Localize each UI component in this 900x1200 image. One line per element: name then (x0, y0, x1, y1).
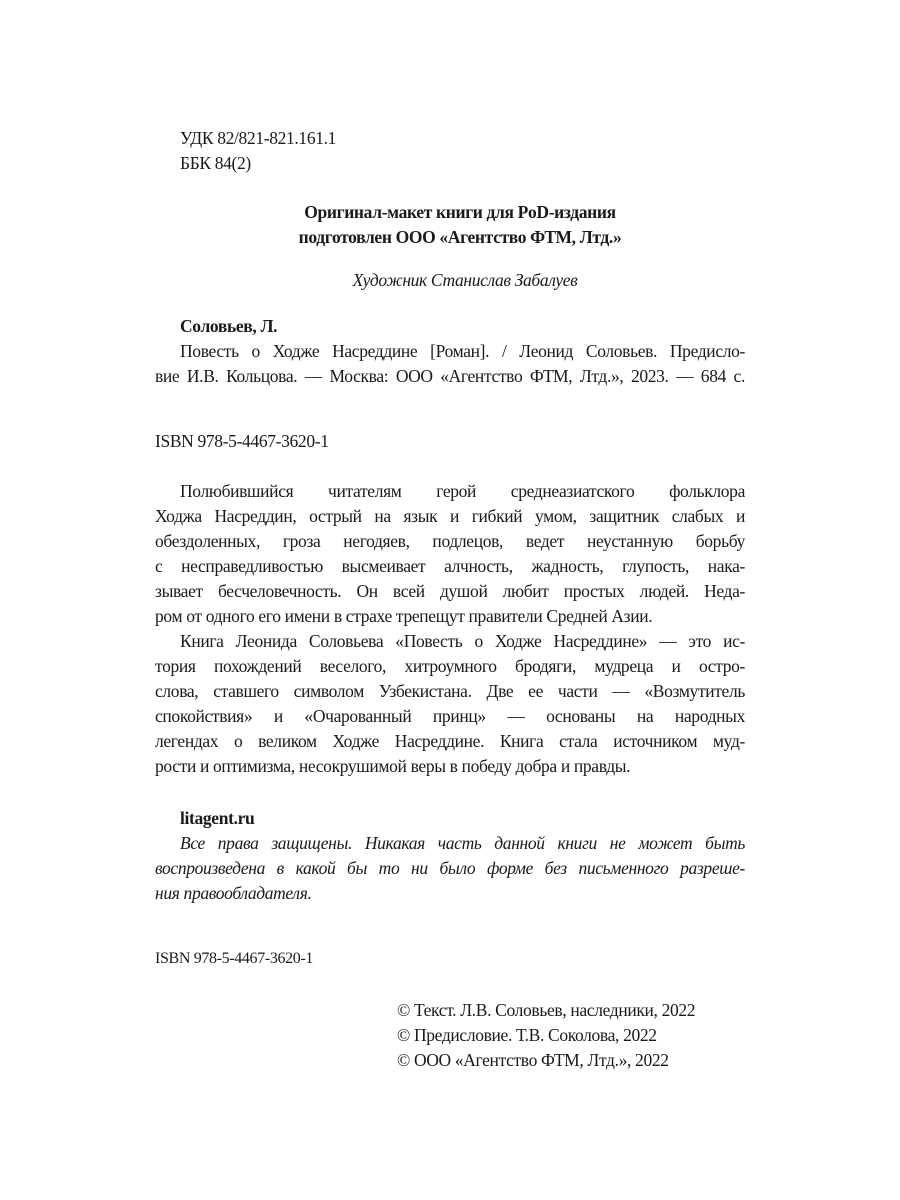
author-heading: Соловьев, Л. (180, 316, 278, 336)
annotation-line: слова, ставшего символом Узбекистана. Две ее части — «Возмутитель (155, 681, 745, 701)
annotation-line: Книга Леонида Соловьева «Повесть о Ходже Насреддине» — это ис- (180, 631, 745, 651)
rights-line: Все права защищены. Никакая часть данной книги не может быть (180, 833, 745, 853)
annotation-line: ром от одного его имени в страхе трепещут правители Средней Азии. (155, 606, 653, 626)
layout-note-line: подготовлен ООО «Агентство ФТМ, Лтд.» (298, 227, 622, 247)
layout-note-line: Оригинал-макет книги для PoD-издания (304, 202, 616, 222)
artist-credit: Художник Станислав Забалуев (352, 270, 578, 290)
bbk: ББК 84(2) (180, 153, 251, 173)
annotation-line: Полюбившийся читателям герой среднеазиатского фольклора (180, 481, 745, 501)
annotation-line: спокойствия» и «Очарованный принц» — основаны на народных (155, 706, 745, 726)
annotation-line: легендах о великом Ходже Насреддине. Книга стала источником муд- (155, 731, 745, 751)
copyright-line: © Текст. Л.В. Соловьев, наследники, 2022 (397, 1000, 696, 1020)
copyright-line: © ООО «Агентство ФТМ, Лтд.», 2022 (397, 1050, 669, 1070)
bib-record-line: Повесть о Ходже Насреддине [Роман]. / Леонид Соловьев. Предисло- (180, 341, 745, 361)
bib-record-line: вие И.В. Кольцова. — Москва: ООО «Агентство ФТМ, Лтд.», 2023. — 684 с. (155, 366, 745, 386)
isbn-bottom: ISBN 978-5-4467-3620-1 (155, 950, 314, 967)
copyright-line: © Предисловие. Т.В. Соколова, 2022 (397, 1025, 657, 1045)
isbn-top: ISBN 978-5-4467-3620-1 (155, 431, 329, 451)
annotation-line: тория похождений веселого, хитроумного бродяги, мудреца и остро- (155, 656, 745, 676)
udk: УДК 82/821-821.161.1 (180, 128, 337, 148)
annotation-line: Ходжа Насреддин, острый на язык и гибкий умом, защитник слабых и (155, 506, 745, 526)
rights-line: воспроизведена в какой бы то ни было форме без письменного разреше- (155, 858, 745, 878)
annotation-line: зывает бесчеловечность. Он всей душой любит простых людей. Неда- (155, 581, 745, 601)
rights-line: ния правообладателя. (155, 883, 312, 903)
annotation-line: обездоленных, гроза негодяев, подлецов, ведет неустанную борьбу (155, 531, 745, 551)
site-name: litagent.ru (180, 808, 255, 828)
annotation-line: рости и оптимизма, несокрушимой веры в победу добра и правды. (155, 756, 631, 776)
annotation-line: с несправедливостью высмеивает алчность, жадность, глупость, нака- (155, 556, 745, 576)
